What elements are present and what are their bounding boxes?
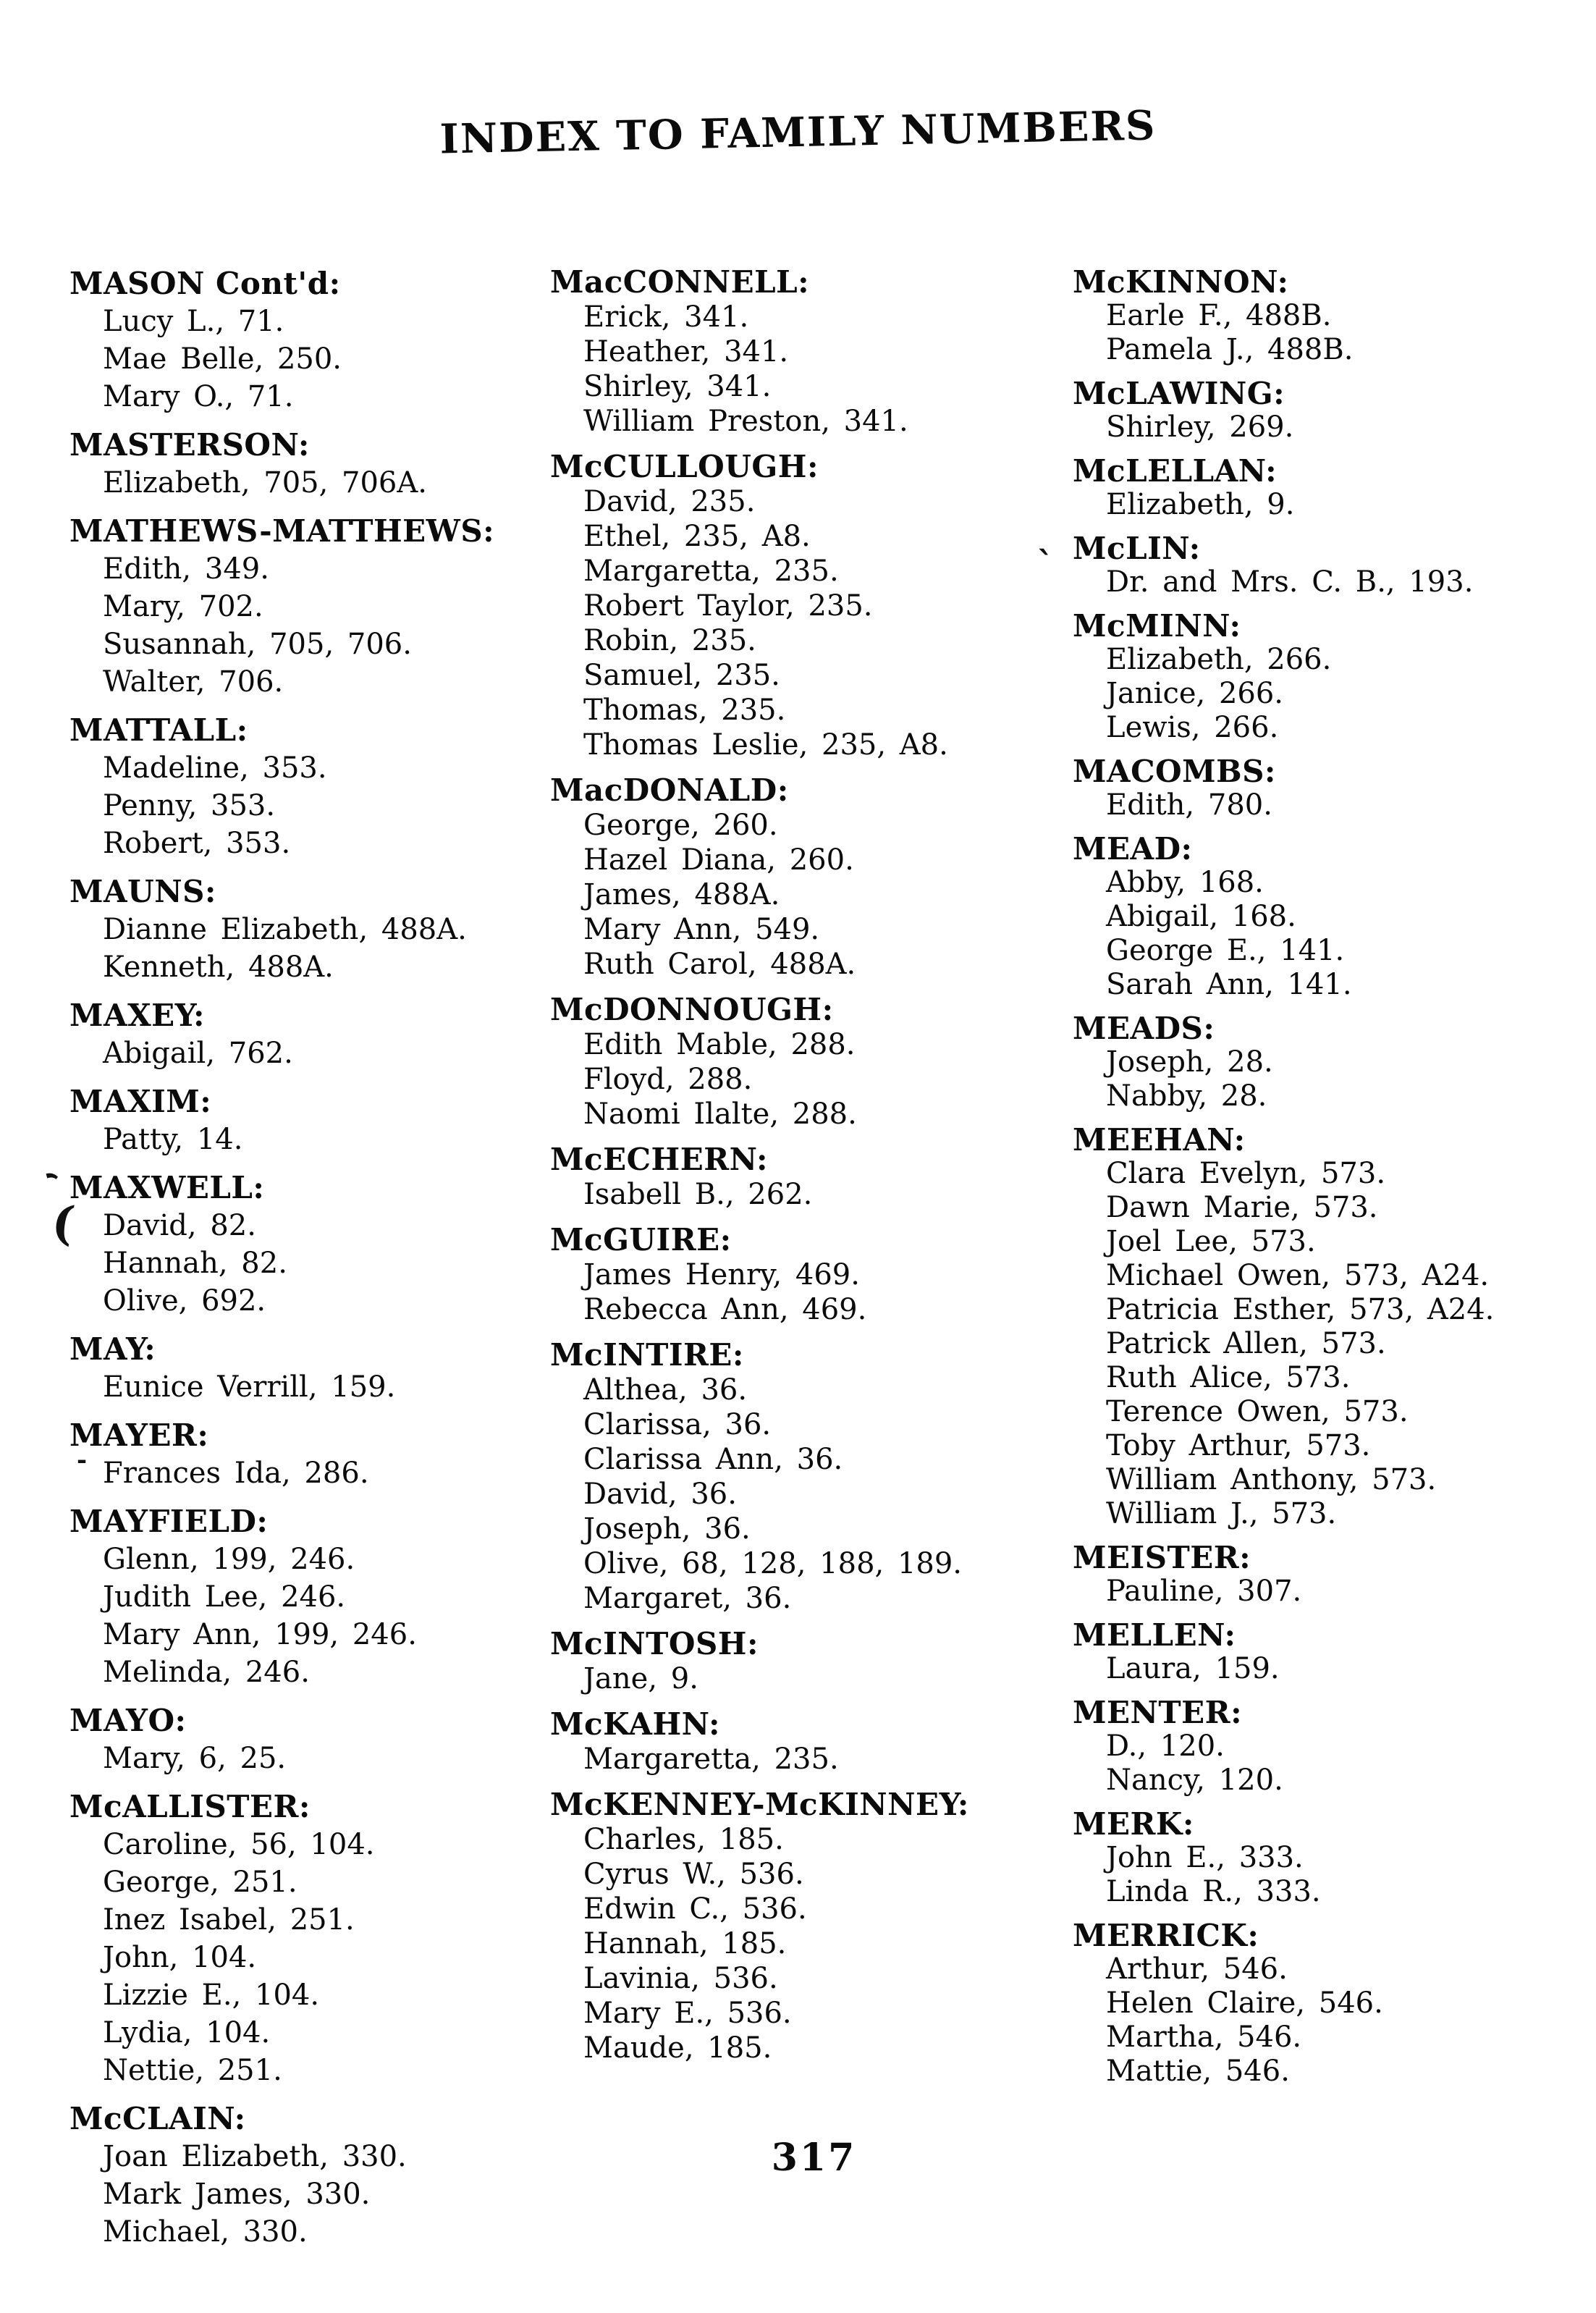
family-heading: MAYFIELD: — [69, 1504, 269, 1539]
index-entry: Edith, 349. — [103, 552, 269, 586]
family-heading: MERK: — [1073, 1806, 1194, 1842]
index-entry: Joseph, 28. — [1106, 1045, 1273, 1079]
index-entry: Arthur, 546. — [1106, 1952, 1288, 1986]
family-group — [69, 712, 533, 862]
index-entry: Kenneth, 488A. — [103, 951, 334, 984]
index-entry: Patrick Allen, 573. — [1106, 1327, 1386, 1360]
family-group — [1073, 1695, 1572, 1798]
index-entry: Joseph, 36. — [583, 1512, 751, 1546]
index-entry: Penny, 353. — [103, 789, 276, 822]
index-entry: James Henry, 469. — [583, 1258, 860, 1292]
family-group — [69, 1503, 533, 1691]
index-entry: William Preston, 341. — [583, 405, 908, 438]
index-entry: Linda R., 333. — [1106, 1875, 1321, 1908]
index-entry: Althea, 36. — [583, 1373, 748, 1407]
index-entry: Abigail, 168. — [1106, 900, 1296, 933]
index-entry: Rebecca Ann, 469. — [583, 1293, 867, 1326]
index-entry: Heather, 341. — [583, 335, 789, 368]
index-entry: Patricia Esther, 573, A24. — [1106, 1293, 1495, 1326]
index-entry: Glenn, 199, 246. — [103, 1543, 355, 1576]
index-entry: Susannah, 705, 706. — [103, 628, 412, 661]
family-group — [550, 1627, 1035, 1696]
family-heading: MEISTER: — [1073, 1540, 1251, 1575]
index-entry: Cyrus W., 536. — [583, 1858, 804, 1891]
index-entry: Melinda, 246. — [103, 1656, 310, 1689]
family-heading: McLELLAN: — [1073, 453, 1278, 489]
index-entry: Michael, 330. — [103, 2215, 308, 2249]
family-heading: MEEHAN: — [1073, 1122, 1246, 1158]
family-heading: McALLISTER: — [69, 1789, 311, 1824]
family-group — [69, 1417, 533, 1492]
index-entry: William J., 573. — [1106, 1497, 1337, 1530]
family-group — [1073, 1541, 1572, 1609]
index-entry: Hannah, 185. — [583, 1927, 787, 1960]
index-entry: Edith Mable, 288. — [583, 1028, 856, 1061]
family-group — [1073, 832, 1572, 1002]
page-number: 317 — [771, 2136, 857, 2180]
index-entry: Lydia, 104. — [103, 2016, 271, 2049]
index-entry: Isabell B., 262. — [583, 1178, 813, 1211]
family-group — [69, 265, 533, 416]
index-entry: Lavinia, 536. — [583, 1962, 778, 1995]
index-entry: Mary Ann, 199, 246. — [103, 1618, 417, 1651]
index-entry: Inez Isabel, 251. — [103, 1903, 355, 1937]
family-heading: MASON Cont'd: — [69, 266, 341, 301]
family-heading: McINTOSH: — [550, 1626, 759, 1661]
index-entry: Terence Owen, 573. — [1106, 1395, 1409, 1428]
index-entry: Clarissa, 36. — [583, 1408, 772, 1441]
index-entry: Ruth Alice, 573. — [1106, 1361, 1351, 1394]
family-heading: McLAWING: — [1073, 376, 1285, 411]
family-group — [550, 1787, 1035, 2065]
family-group — [1073, 1011, 1572, 1113]
index-entry: Nabby, 28. — [1106, 1079, 1267, 1113]
family-group — [69, 426, 533, 502]
index-entry: Janice, 266. — [1106, 677, 1284, 710]
index-entry: Nancy, 120. — [1106, 1764, 1283, 1797]
index-entry: Dawn Marie, 573. — [1106, 1191, 1378, 1224]
index-entry: Dianne Elizabeth, 488A. — [103, 913, 467, 946]
index-entry: Joan Elizabeth, 330. — [103, 2140, 407, 2173]
family-group — [69, 513, 533, 701]
index-entry: D., 120. — [1106, 1730, 1225, 1763]
index-column-left — [69, 265, 533, 2262]
index-entry: Abigail, 762. — [103, 1037, 293, 1070]
family-group — [550, 1142, 1035, 1212]
index-entry: George, 260. — [583, 809, 778, 842]
family-heading: McCULLOUGH: — [550, 449, 819, 484]
family-heading: MELLEN: — [1073, 1617, 1236, 1653]
index-entry: Margaretta, 235. — [583, 555, 839, 588]
family-group — [1073, 265, 1572, 367]
family-heading: McCLAIN: — [69, 2101, 246, 2136]
family-group — [69, 873, 533, 986]
family-group — [69, 1083, 533, 1158]
index-entry: Clarissa Ann, 36. — [583, 1443, 843, 1476]
index-entry: Charles, 185. — [583, 1823, 784, 1856]
family-heading: McLIN: — [1073, 531, 1201, 566]
index-entry: Lucy L., 71. — [103, 305, 284, 338]
index-entry: Robin, 235. — [583, 624, 756, 657]
index-entry: Helen Claire, 546. — [1106, 1987, 1383, 2020]
scan-artifact: ` — [1036, 544, 1054, 585]
index-entry: Robert, 353. — [103, 827, 291, 860]
family-group — [69, 1331, 533, 1406]
family-group — [1073, 1123, 1572, 1531]
family-heading: MEADS: — [1073, 1011, 1215, 1046]
family-group — [550, 993, 1035, 1132]
index-entry: Erick, 341. — [583, 300, 749, 334]
index-entry: Earle F., 488B. — [1106, 299, 1332, 332]
index-entry: Caroline, 56, 104. — [103, 1828, 375, 1861]
index-entry: Margaretta, 235. — [583, 1743, 839, 1776]
family-group — [1073, 376, 1572, 445]
index-entry: Naomi Ilalte, 288. — [583, 1097, 857, 1131]
index-entry: John E., 333. — [1106, 1841, 1304, 1874]
family-heading: MASTERSON: — [69, 427, 310, 463]
index-entry: Shirley, 341. — [583, 370, 772, 403]
family-heading: McDONNOUGH: — [550, 992, 834, 1027]
family-heading: MENTER: — [1073, 1695, 1243, 1730]
index-entry: David, 82. — [103, 1209, 256, 1242]
family-group — [69, 1702, 533, 1777]
family-heading: MEAD: — [1073, 831, 1193, 867]
family-heading: MATTALL: — [69, 712, 248, 748]
family-group — [550, 1223, 1035, 1327]
family-heading: MacCONNELL: — [550, 264, 810, 300]
index-entry: William Anthony, 573. — [1106, 1463, 1437, 1496]
family-group — [69, 997, 533, 1072]
index-entry: Mattie, 546. — [1106, 2055, 1290, 2088]
index-entry: David, 235. — [583, 485, 756, 518]
family-group — [550, 773, 1035, 982]
family-group — [1073, 531, 1572, 599]
index-entry: Mary, 702. — [103, 590, 263, 623]
family-heading: MAYER: — [69, 1417, 209, 1453]
index-entry: Mary O., 71. — [103, 380, 294, 413]
scan-artifact: ( — [48, 1195, 78, 1252]
index-column-middle — [550, 265, 1035, 2076]
scan-artifact: , — [20, 1167, 62, 1189]
index-entry: Elizabeth, 266. — [1106, 643, 1332, 676]
family-group — [550, 450, 1035, 762]
index-entry: Ruth Carol, 488A. — [583, 948, 856, 981]
index-entry: Maude, 185. — [583, 2031, 772, 2065]
family-heading: MACOMBS: — [1073, 754, 1276, 789]
index-entry: Mae Belle, 250. — [103, 342, 342, 376]
family-group — [1073, 1918, 1572, 2089]
family-heading: MAXEY: — [69, 998, 205, 1033]
index-entry: Robert Taylor, 235. — [583, 589, 873, 623]
index-entry: Hazel Diana, 260. — [583, 843, 854, 877]
index-entry: Mark James, 330. — [103, 2178, 371, 2211]
index-entry: Nettie, 251. — [103, 2054, 282, 2087]
family-group — [550, 265, 1035, 439]
scan-artifact: - — [77, 1446, 88, 1475]
index-entry: Mary, 6, 25. — [103, 1742, 287, 1775]
page-title: INDEX TO FAMILY NUMBERS — [439, 101, 1157, 164]
index-entry: Dr. and Mrs. C. B., 193. — [1106, 565, 1474, 599]
index-entry: Abby, 168. — [1106, 866, 1264, 899]
index-entry: Joel Lee, 573. — [1106, 1225, 1316, 1258]
index-column-right — [1073, 265, 1572, 2098]
family-heading: MATHEWS-MATTHEWS: — [69, 513, 495, 549]
family-group — [1073, 1807, 1572, 1909]
family-heading: MAYO: — [69, 1703, 187, 1738]
family-heading: MAY: — [69, 1331, 156, 1367]
family-group — [1073, 1618, 1572, 1686]
index-entry: Mary E., 536. — [583, 1997, 792, 2030]
index-entry: James, 488A. — [583, 878, 780, 911]
index-entry: Hannah, 82. — [103, 1247, 287, 1280]
index-entry: Thomas, 235. — [583, 694, 786, 727]
index-entry: Floyd, 288. — [583, 1063, 753, 1096]
index-entry: David, 36. — [583, 1478, 737, 1511]
family-heading: MacDONALD: — [550, 772, 789, 808]
family-heading: MAXIM: — [69, 1084, 212, 1119]
index-entry: Elizabeth, 705, 706A. — [103, 466, 427, 500]
family-heading: McINTIRE: — [550, 1337, 744, 1373]
family-heading: McKAHN: — [550, 1706, 721, 1742]
family-group — [550, 1707, 1035, 1777]
family-group — [550, 1338, 1035, 1616]
index-entry: Shirley, 269. — [1106, 410, 1294, 444]
index-entry: Jane, 9. — [583, 1662, 698, 1695]
index-entry: Pamela J., 488B. — [1106, 333, 1354, 366]
family-group — [69, 1169, 533, 1320]
family-heading: MAXWELL: — [69, 1170, 265, 1205]
index-entry: Edith, 780. — [1106, 788, 1272, 822]
index-entry: Olive, 68, 128, 188, 189. — [583, 1547, 963, 1580]
index-entry: Madeline, 353. — [103, 751, 327, 785]
index-entry: Patty, 14. — [103, 1123, 243, 1156]
index-entry: Ethel, 235, A8. — [583, 520, 811, 553]
family-heading: McGUIRE: — [550, 1222, 732, 1257]
index-entry: Elizabeth, 9. — [1106, 488, 1295, 521]
index-entry: Pauline, 307. — [1106, 1575, 1302, 1608]
index-entry: George, 251. — [103, 1866, 297, 1899]
family-heading: McECHERN: — [550, 1142, 769, 1177]
family-heading: McKINNON: — [1073, 264, 1289, 300]
index-entry: Judith Lee, 246. — [103, 1580, 346, 1614]
index-entry: Eunice Verrill, 159. — [103, 1370, 396, 1404]
family-heading: MERRICK: — [1073, 1918, 1259, 1953]
index-entry: Clara Evelyn, 573. — [1106, 1157, 1386, 1190]
index-entry: Walter, 706. — [103, 665, 284, 699]
family-group — [1073, 754, 1572, 822]
family-group — [69, 1788, 533, 2089]
index-entry: Edwin C., 536. — [583, 1892, 807, 1926]
family-heading: McMINN: — [1073, 608, 1241, 644]
index-entry: Samuel, 235. — [583, 659, 780, 692]
index-entry: Thomas Leslie, 235, A8. — [583, 728, 948, 762]
index-entry: Mary Ann, 549. — [583, 913, 820, 946]
index-entry: Michael Owen, 573, A24. — [1106, 1259, 1490, 1292]
index-entry: John, 104. — [103, 1941, 257, 1974]
index-entry: George E., 141. — [1106, 934, 1345, 967]
index-entry: Sarah Ann, 141. — [1106, 968, 1352, 1001]
index-entry: Margaret, 36. — [583, 1582, 792, 1615]
index-entry: Laura, 159. — [1106, 1652, 1280, 1685]
index-entry: Olive, 692. — [103, 1284, 266, 1318]
index-entry: Martha, 546. — [1106, 2021, 1302, 2054]
index-entry: Toby Arthur, 573. — [1106, 1429, 1371, 1462]
index-entry: Lizzie E., 104. — [103, 1979, 320, 2012]
family-group — [1073, 454, 1572, 522]
family-heading: McKENNEY-McKINNEY: — [550, 1787, 969, 1822]
index-entry: Frances Ida, 286. — [103, 1457, 369, 1490]
family-group — [1073, 609, 1572, 745]
index-entry: Lewis, 266. — [1106, 711, 1279, 744]
family-heading: MAUNS: — [69, 874, 216, 909]
